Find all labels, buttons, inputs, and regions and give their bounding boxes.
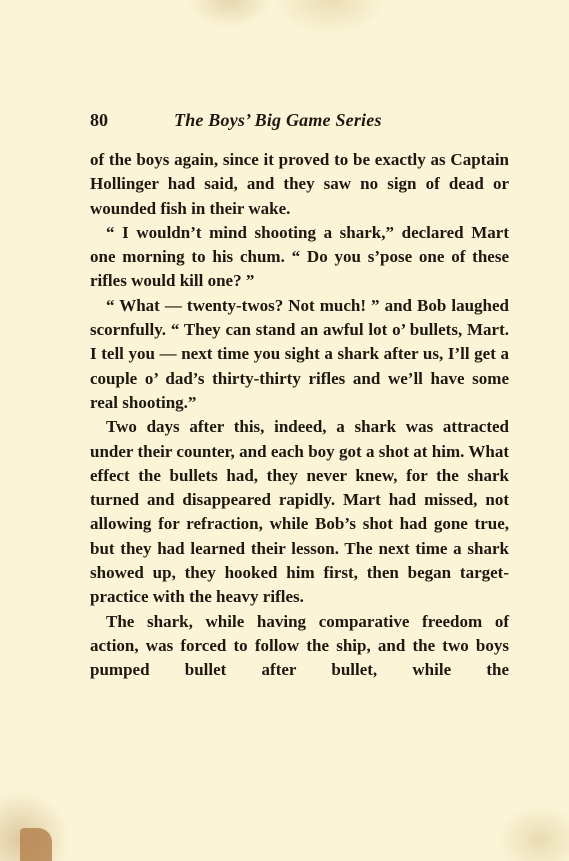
paragraph-5: The shark, while having comparative freedom of action, was forced to follow the ship, and the two boys pumped bullet after bullet, while the (90, 611, 509, 680)
paragraph-3: “ What — twenty-twos? Not much! ” and Bob laughed scornfully. “ They can stand an awful lot o’ bullets, Mart. I tell you — next time you sight a shark after us, I’ll get a couple o’ dad’s thirty-thirty rifles and we’ll have some real shooting.” (90, 295, 509, 412)
paragraph-1: of the boys again, since it proved to be exactly as Captain Hollinger had said, and they saw no sign of dead or wounded fish in their wake. (90, 150, 509, 218)
page-number: 80 (90, 110, 108, 130)
paragraph-4: Two days after this, indeed, a shark was attracted under their counter, and each boy got a shot at him. What effect the bullets had, they never knew, for the shark turned and disappeared rapidly. Mart had missed, not allowing for refraction, while Bob’s shot had gone true, but they had learned their lesson. The next time a shark showed up, they hooked him first, then began target-practice with the heavy rifles. (90, 417, 509, 607)
running-head (90, 110, 430, 132)
page-corner-stain (20, 828, 52, 861)
book-title: The Boys’ Big Game Series (174, 110, 382, 130)
body-text (90, 148, 509, 683)
paragraph-2: “ I wouldn’t mind shooting a shark,” declared Mart one morning to his chum. “ Do you s’pose one of these rifles would kill one? ” (90, 222, 509, 291)
